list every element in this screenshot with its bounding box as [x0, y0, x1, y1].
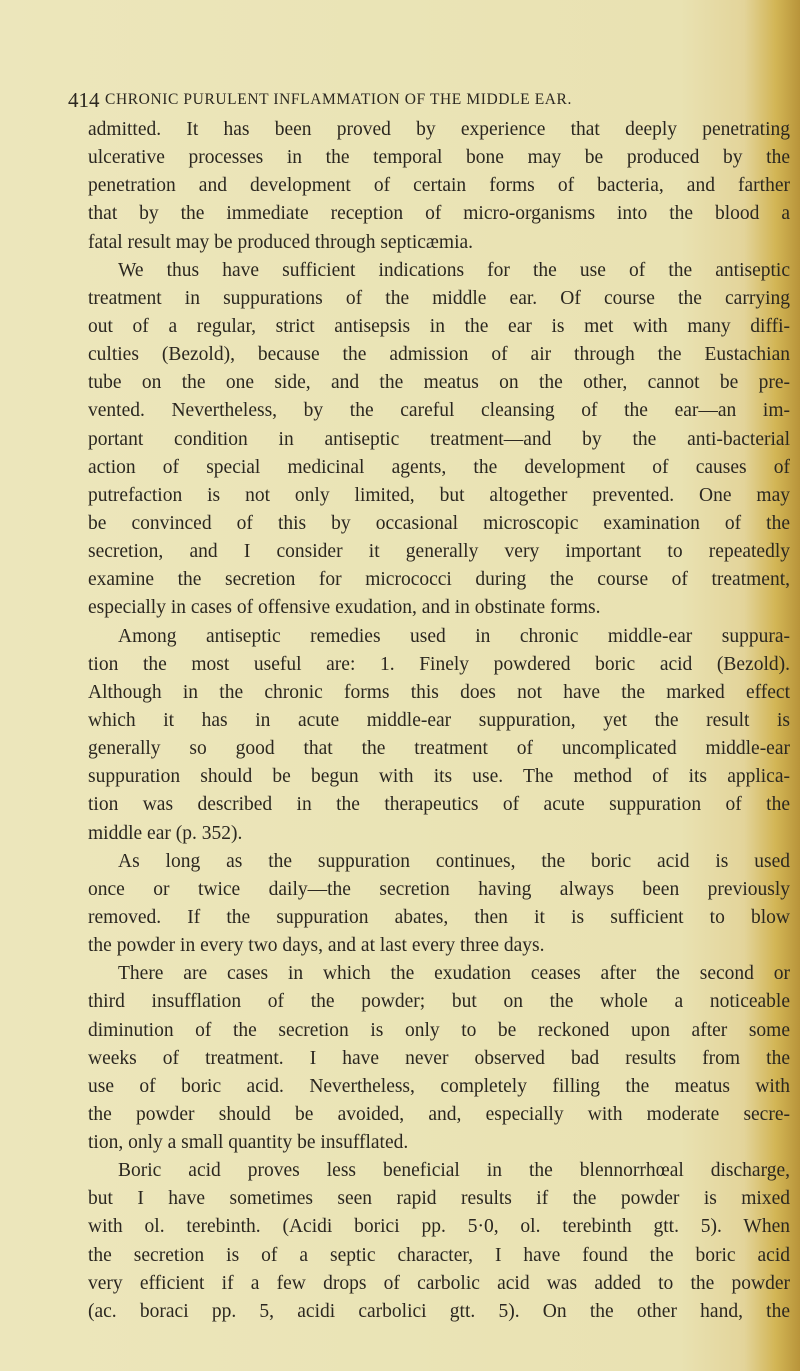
text-line [88, 1129, 790, 1157]
paragraph [88, 1157, 790, 1326]
text-line [88, 848, 790, 876]
text-line [88, 172, 790, 200]
text-line [88, 1213, 790, 1241]
text-line [88, 566, 790, 594]
text-line-content: portant condition in antiseptic treatment—and by the anti-bacterial [88, 428, 790, 450]
text-line [88, 623, 790, 651]
text-line [88, 1270, 790, 1298]
text-line-content: tion, only a small quantity be insufflated. [88, 1132, 409, 1154]
text-line-content: which it has in acute middle-ear suppuration, yet the result is [88, 709, 790, 731]
text-line [88, 960, 790, 988]
text-line-content: use of boric acid. Nevertheless, completely filling the meatus with [88, 1075, 790, 1097]
text-line [88, 904, 790, 932]
text-line [88, 229, 790, 257]
text-line-content: tube on the one side, and the meatus on the other, cannot be pre- [88, 372, 790, 394]
text-line [88, 313, 790, 341]
running-header [68, 88, 608, 114]
text-line-content: ulcerative processes in the temporal bone may be produced by the [88, 147, 790, 169]
text-line-content: especially in cases of offensive exudation, and in obstinate forms. [88, 597, 601, 619]
paragraph [88, 960, 790, 1157]
paragraph [88, 848, 790, 961]
text-line-content: diminution of the secretion is only to be reckoned upon after some [88, 1019, 790, 1041]
text-line-content: penetration and development of certain forms of bacteria, and farther [88, 175, 790, 197]
text-line [88, 1185, 790, 1213]
text-line [88, 988, 790, 1016]
text-line-content: vented. Nevertheless, by the careful cleansing of the ear—an im- [88, 400, 790, 422]
text-line [88, 538, 790, 566]
text-line-content: once or twice daily—the secretion having always been previously [88, 878, 790, 900]
text-line-content: treatment in suppurations of the middle ear. Of course the carrying [88, 287, 790, 309]
page-number: 414 [68, 88, 100, 112]
text-line-content: Although in the chronic forms this does not have the marked effect [88, 681, 790, 703]
text-line-content: action of special medicinal agents, the development of causes of [88, 456, 790, 478]
text-line-content: removed. If the suppuration abates, then it is sufficient to blow [88, 906, 790, 928]
text-line [88, 707, 790, 735]
paragraph [88, 116, 790, 257]
text-line [88, 1242, 790, 1270]
text-line [88, 397, 790, 425]
text-line-content: As long as the suppuration continues, the boric acid is used [118, 850, 790, 872]
paragraph [88, 623, 790, 848]
text-line [88, 763, 790, 791]
text-line [88, 510, 790, 538]
text-line [88, 932, 790, 960]
text-line-content: admitted. It has been proved by experience that deeply penetrating [88, 119, 790, 140]
text-line-content: that by the immediate reception of micro-organisms into the blood a [88, 203, 790, 225]
text-line-content: We thus have sufficient indications for the use of the antiseptic [118, 259, 790, 281]
text-line-content: weeks of treatment. I have never observed bad results from the [88, 1047, 790, 1069]
text-line [88, 257, 790, 285]
text-line [88, 1045, 790, 1073]
text-line [88, 426, 790, 454]
text-line-content: the powder in every two days, and at last every three days. [88, 935, 545, 957]
text-line-content: generally so good that the treatment of uncomplicated middle-ear [88, 738, 790, 760]
text-line-content: putrefaction is not only limited, but altogether prevented. One may [88, 484, 790, 506]
text-line-content: middle ear (p. 352). [88, 822, 243, 844]
text-line [88, 116, 790, 144]
text-line-content: There are cases in which the exudation ceases after the second or [118, 963, 790, 985]
text-line [88, 679, 790, 707]
text-line-content: tion was described in the therapeutics of acute suppuration of the [88, 794, 790, 816]
text-line-content: tion the most useful are: 1. Finely powdered boric acid (Bezold). [88, 653, 790, 675]
text-line [88, 200, 790, 228]
text-line-content: be convinced of this by occasional microscopic examination of the [88, 512, 790, 534]
text-line-content: third insufflation of the powder; but on the whole a noticeable [88, 991, 790, 1013]
text-line-content: Among antiseptic remedies used in chronic middle-ear suppura- [118, 625, 790, 647]
text-line [88, 144, 790, 172]
text-line-content: suppuration should be begun with its use. The method of its applica- [88, 766, 790, 788]
text-line [88, 369, 790, 397]
text-line [88, 791, 790, 819]
text-line [88, 285, 790, 313]
text-line [88, 1017, 790, 1045]
text-line [88, 651, 790, 679]
text-line-content: examine the secretion for micrococci during the course of treatment, [88, 569, 790, 591]
text-line [88, 1157, 790, 1185]
running-title: CHRONIC PURULENT INFLAMMATION OF THE MIDDLE EAR. [105, 91, 572, 108]
text-line-content: the secretion is of a septic character, I have found the boric acid [88, 1244, 790, 1266]
text-line-content: but I have sometimes seen rapid results if the powder is mixed [88, 1188, 790, 1210]
text-line [88, 1101, 790, 1129]
text-line [88, 876, 790, 904]
text-line-content: Boric acid proves less beneficial in the blennorrhœal discharge, [118, 1160, 790, 1182]
text-line [88, 1298, 790, 1326]
text-line [88, 341, 790, 369]
text-line-content: (ac. boraci pp. 5, acidi carbolici gtt. 5). On the other hand, the [88, 1300, 790, 1322]
paragraph [88, 257, 790, 623]
text-line-content: with ol. terebinth. (Acidi borici pp. 5·0, ol. terebinth gtt. 5). When [88, 1216, 790, 1238]
text-line-content: fatal result may be produced through septicæmia. [88, 231, 474, 253]
text-line [88, 820, 790, 848]
text-line-content: the powder should be avoided, and, especially with moderate secre- [88, 1103, 790, 1125]
page-body [88, 116, 790, 1326]
text-line [88, 594, 790, 622]
text-line [88, 454, 790, 482]
text-line-content: secretion, and I consider it generally very important to repeatedly [88, 541, 790, 563]
text-line-content: very efficient if a few drops of carbolic acid was added to the powder [88, 1272, 790, 1294]
text-line-content: out of a regular, strict antisepsis in the ear is met with many diffi- [88, 315, 790, 337]
text-line [88, 1073, 790, 1101]
text-line-content: culties (Bezold), because the admission of air through the Eustachian [88, 344, 790, 366]
text-line [88, 735, 790, 763]
text-line [88, 482, 790, 510]
